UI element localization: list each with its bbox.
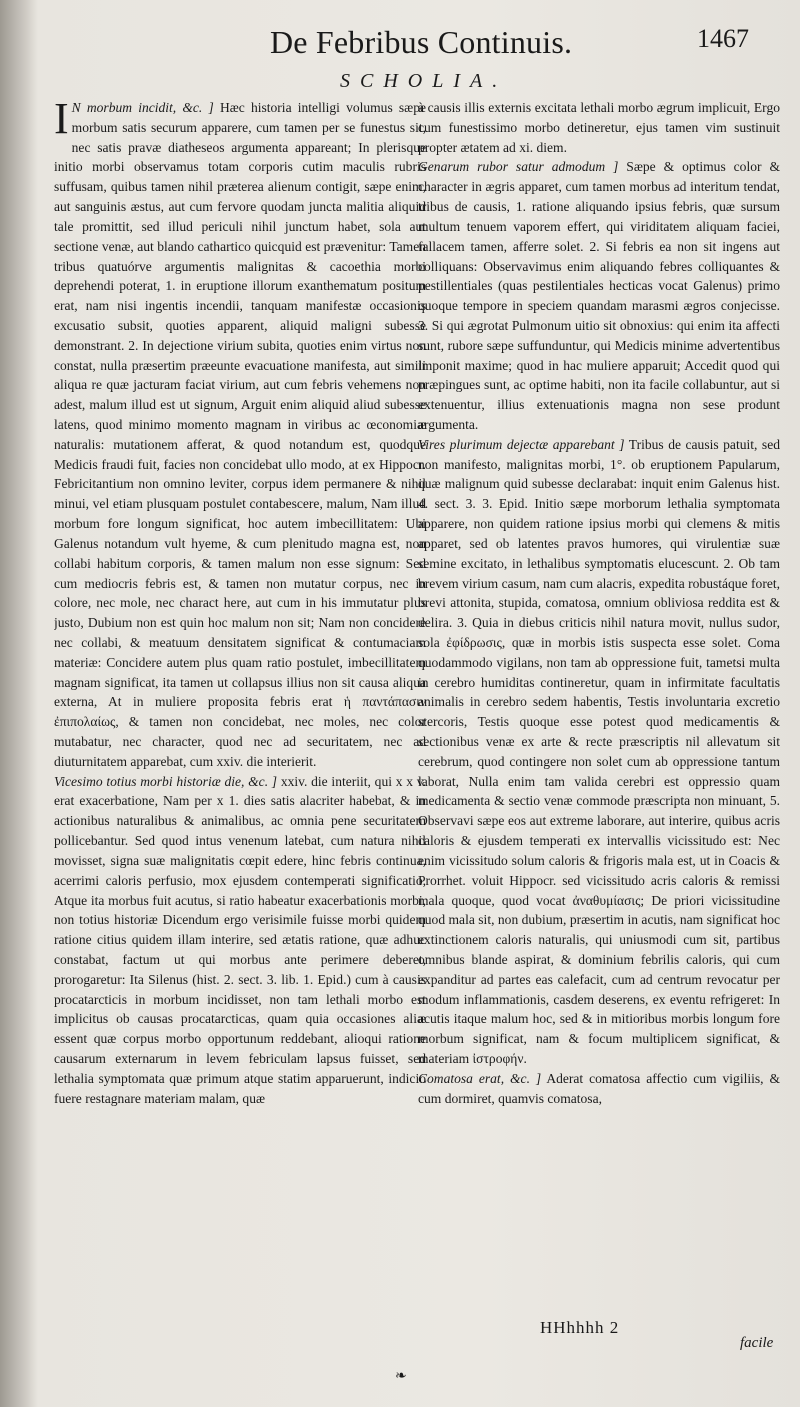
signature-mark: HHhhhh 2 bbox=[540, 1318, 620, 1337]
catchword: facile bbox=[740, 1335, 774, 1351]
paragraph bbox=[418, 1069, 780, 1109]
paragraph-text: Tribus de causis patuit, sed non manifesto, malignitas morbi, 1°. ob eruptionem Papularum, quæ malignum quid subesse declarabat: inquit enim Galenus hist. 4. sect. 3. 3. Epid. Initio sæpe morborum lethalia symptomata apparere, non quidem ratione ipsius morbi qui clemens & mitis apparet, sed ob latentes pravos humores, qui virulentiæ suæ semine excitato, in lethalibus symptomatis elucescunt. 2. Ob tam brevem virium casum, nam cum alacris, expedita robustáque foret, brevi attonita, stupida, comatosa, omnium obliviosa reddita est & delira. 3. Quia in diebus criticis nihil natura movit, nullus sudor, sola ἐφίδρωσις, quæ in morbis istis suspecta esse solet. Coma quodammodo vigilans, non tam ab oppressione fuit, tametsi multa in cerebro humiditas contineretur, quam in infirmitate facultatis animalis in cerebro sedem habentis, Testis involuntaria excretio stercoris, Testis quoque esse potest quod medicamentis & sectionibus venæ ex arte & recte præscriptis nil allevatum sit cerebrum, quod contingere non solet cum ab oppressione tantum laborat, Nulla enim tam valida cerebri est oppressio quam medicamenta & sectio venæ commode præscripta non minuant, 5. Observavi sæpe eos aut extreme laborare, aut interire, quibus acris caloris & ejusdem temperati ex intervallis vicissitudo est: Nec enim vicissitudo solum caloris & frigoris mala est, ut in Coacis & Prorrhet. voluit Hippocr. sed vicissitudo acris caloris & remissi mala quoque, quod vocat ἀναθυμίασις; De priori vicissitudine quod mala sit, non dubium, præsertim in acutis, nam significat hoc extinctionem caloris naturalis, qui uniusmodi cum sit, partibus omnibus blande aspirat, & dominium febrilis caloris, qui cum expanditur ad partes eas calefacit, cum ad centrum revocatur per modum inflammationis, casdem deserens, ex eventu refrigeret: In acutis itaque malum hoc, sed & in mitioribus morbis longum fore morbum significat, nam & focum multiplicem significat, & materiam ἰστροφήν. bbox=[418, 436, 780, 1066]
paragraph bbox=[418, 435, 780, 1069]
paragraph-text: Hæc historia intelligi volumus sæpe morbum satis securum apparere, cum tamen per se funestus sit, nec satis pravæ diatheseos argumenta appareant; In plerisque initio morbi observamus totam corporis cutim maculis rubris suffusam, quibus tamen nihil præterea alienum contigit, sæpe enim, aut sanguinis æstus, aut cum fervore quodam juncta malitia aliquid tale promittit, sed illud periculi nihil junctum habet, sola aut sectione venæ, aut blando cathartico quicquid est prævenitur: Tamen tribus quatuórve argumentis malignitas & cacoethia morbi deprehendi poterat, 1. in eruptione illorum exanthematum positum erat, nam nisi ingentis incendii, tanquam manifestæ occasionis excusatio subsit, quoties apparent, aliquid maligni subesse demonstrant. 2. In dejectione virium subita, quoties enim virtus non constat, nulla præsertim præeunte evacuatione manifesta, aut simili aliqua re quæ jacturam faciat virium, aut cum febris vehemens non adest, malum illud est ut signum, Arguit enim aliquid aliud subesse latens, quod minimo momento magnam in viribus ac œconomiæ naturalis: mutationem afferat, & quod notandum est, quodque Medicis fraudi fuit, facies non concidebat ullo modo, at ex Hippocr. Febricitantium non omnino leviter, corpus idem permanere & nihil minui, vel etiam plusquam postulet contabescere, malum, Nam illud morbum fore longum significat, hoc autem imbecillitatem: Ubi Galenus notandum vult hyeme, & cum plenitudo magna est, non collabi habitum corporis, & tamen malum non esse signum: Sed cum mediocris febris est, & tamen non mutatur corpus, nec in colore, nec mole, nec charact here, aut cum in his immutatur plus justo, Dubium non est quin hoc malum non sit; Nam non concidere nec collabi, & meatuum densitatem significat & contumaciam materiæ: Concidere autem plus quam ratio postulet, imbecillitatem magnam significat, ita tamen ut collapsus illius non sit causa aliqua externa, At in muliere proposita febris erat ἡ παντάπασιν ἐπιπολαίως, & tamen non concidebat, nec moles, nec color mutabatur, nec character, quod nec ad securitatem, nec ad diuturnitatem apparebat, cum xxiv. die interierit. bbox=[54, 100, 426, 769]
lemma: N morbum incidit, &c. ] bbox=[71, 100, 214, 115]
paragraph-text: Aderat comatosa affectio cum vigiliis, & cum dormiret, quamvis comatosa, bbox=[418, 1070, 780, 1106]
section-title: SCHOLIA. bbox=[340, 70, 508, 92]
ornament-icon: ❧ bbox=[395, 1369, 407, 1384]
page-number: 1467 bbox=[697, 24, 749, 53]
paragraph bbox=[54, 98, 426, 772]
lemma: Comatosa erat, &c. ] bbox=[418, 1070, 542, 1086]
page-gutter-shadow bbox=[0, 0, 38, 1407]
paragraph-text: à causis illis externis excitata lethali morbo ægrum implicuit, Ergo cum funestissimo morbo detineretur, ejus tamen vim sustinuit propter ætatem ad xi. diem. bbox=[418, 100, 780, 155]
paragraph bbox=[418, 157, 780, 434]
paragraph-text: Sæpe & optimus color & character in ægris apparet, cum tamen morbus ad interitum tendat, tribus de causis, 1. ratione aliquando ipsius febris, quæ sursum multum tenuem vaporem effert, qui viriditatem aliquam faciei, fallacem tamen, afferre solet. 2. Si febris ea non sit ingens aut colliquans: Observavimus enim aliquando febres colliquantes & pestillentiales (quas pestilentiales hecticas vocat Galenus) primo quoque tempore in speciem quandam marasmi ægros conjecisse. 3. Si qui ægrotat Pulmonum uitio sit obnoxius: qui enim ita affecti sunt, rubore sæpe suffunduntur, qui Medicis minime advertentibus imponit maxime; quod in hac muliere apparuit; Accedit quod qui præpingues sunt, ac optime habiti, non ita facile collabuntur, aut si extenuentur, illius extenuationis magna non sese produnt argumenta. bbox=[418, 159, 780, 432]
lemma: Vires plurimum dejectæ apparebant ] bbox=[418, 436, 625, 452]
running-title: De Febribus Continuis. bbox=[270, 24, 573, 60]
paragraph-text: xxiv. die interiit, qui x x v. erat exacerbatione, Nam per x 1. dies satis alacriter habebat, & in actionibus naturalibus & animalibus, ac omnia pene securitatem pollicebantur. Sed quod intus venenum latebat, cum natura nihil movisset, signa suæ malignitatis cœpit edere, hinc febris continua, acerrimi caloris perfusio, mox ejusdem contemperati significatio, Atque ita morbus fuit acutus, si ratio habeatur exacerbationis morbi, non totius historiæ Dicendum ergo verisimile fuisse morbi quidem ratione citius quidem illam interire, sed ætatis ratione, quæ adhuc constabat, factum ut qui morbus ante perimere deberet, prorogaretur: Ita Silenus (hist. 2. sect. 3. lib. 1. Epid.) cum à causis procatarcticis in morbum incidisset, non tam lethali morbo est implicitus ob causas procatarcticas, quam quia occasiones aliæ essent quæ corpus morbo opportunum reddebant, alioqui ratione causarum externarum in levem febriculam lapsus fuisset, sed lethalia symptomata quæ primum atque statim apparuerunt, indicio fuere restagnare materiam malam, quæ bbox=[54, 773, 426, 1106]
lemma: Vicesimo totius morbi historiæ die, &c. ] bbox=[54, 773, 278, 789]
paragraph bbox=[418, 98, 780, 157]
drop-cap: I bbox=[54, 98, 69, 143]
paragraph bbox=[54, 772, 426, 1109]
left-column bbox=[54, 98, 426, 1323]
right-column bbox=[418, 98, 780, 1323]
lemma: Genarum rubor satur admodum ] bbox=[418, 159, 619, 175]
